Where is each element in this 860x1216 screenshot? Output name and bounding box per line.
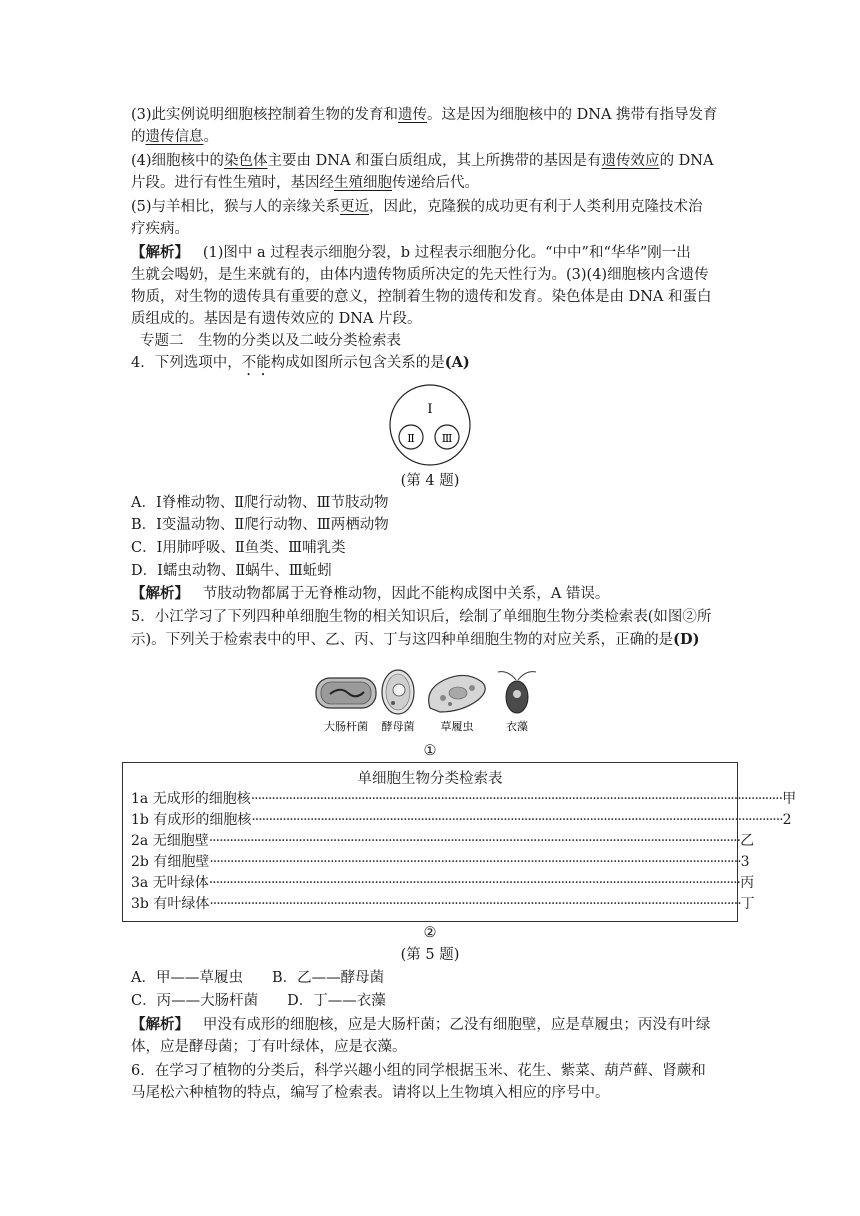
chlamydomonas-illustration — [498, 672, 536, 713]
organism-label: 草履虫 — [440, 720, 474, 733]
q4-option-d: D．Ⅰ蠕虫动物、Ⅱ蜗牛、Ⅲ蚯蚓 — [131, 563, 332, 579]
q3-analysis-line1: 【解析】 (1)图中 a 过程表示细胞分裂，b 过程表示细胞分化。“中中”和“华华”刚一出 — [131, 244, 691, 261]
q3-part3-line1: (3)此实例说明细胞核控制着生物的发育和遗传。这是因为细胞核中的 DNA 携带有指导发育 — [131, 107, 718, 123]
q6-stem-line2: 马尾松六种植物的特点，编写了检索表。请将以上生物填入相应的序号中。 — [131, 1085, 610, 1101]
analysis-label: 【解析】 — [131, 1016, 189, 1033]
analysis-label: 【解析】 — [131, 585, 189, 602]
q5-stem-line1: 5．小江学习了下列四种单细胞生物的相关知识后，绘制了单细胞生物分类检索表(如图②所 — [131, 609, 712, 625]
answer-text: (D) — [673, 631, 700, 648]
answer-blank: 遗传效应 — [601, 153, 660, 169]
dichotomous-key-table — [122, 762, 797, 922]
yeast-illustration — [382, 670, 414, 714]
table-row: 1a 无成形的细胞核 ·························································································································································· 甲 — [131, 791, 797, 807]
q3-part4-line2: 片段。进行有性生殖时，基因经生殖细胞传递给后代。 — [131, 175, 479, 191]
organisms-figure — [312, 668, 542, 736]
organism-label: 酵母菌 — [381, 720, 415, 733]
table-row: 1b 有成形的细胞核 ·························································································································································· 2 — [131, 812, 792, 828]
q3-part4-line1: (4)细胞核中的染色体主要由 DNA 和蛋白质组成，其上所携带的基因是有遗传效应的 DNA — [131, 153, 714, 169]
analysis-label: 【解析】 — [131, 244, 189, 261]
topic-heading: 专题二 生物的分类以及二岐分类检索表 — [140, 333, 401, 349]
q3-part5-line2: 疗疾病。 — [131, 221, 189, 237]
q4-option-c: C．Ⅰ用肺呼吸、Ⅱ鱼类、Ⅲ哺乳类 — [131, 540, 346, 556]
q5-caption: (第 5 题) — [400, 947, 460, 963]
table-title: 单细胞生物分类检索表 — [357, 771, 503, 787]
q5-options-cd: C．丙——大肠杆菌 D．丁——衣藻 — [131, 993, 386, 1009]
outer-circle-I — [390, 385, 470, 465]
answer-blank: 染色体 — [224, 153, 268, 169]
q4-stem: 4．下列选项中，不能构成如图所示包含关系的是(A) — [131, 354, 470, 371]
q3-part5-line1: (5)与羊相比，猴与人的亲缘关系更近，因此，克隆猴的成功更有利于人类利用克隆技术治 — [131, 199, 703, 215]
label-II: Ⅱ — [407, 432, 415, 445]
figure-2-mark: ② — [423, 925, 437, 941]
q3-analysis-line2: 生就会喝奶，是生来就有的，由体内遗传物质所决定的先天性行为。(3)(4)细胞核内含遗传 — [131, 267, 709, 283]
q4-caption: (第 4 题) — [400, 473, 460, 489]
table-row: 3a 无叶绿体 ·························································································································································· 丙 — [131, 875, 755, 891]
q5-stem-line2: 示)。下列关于检索表中的甲、乙、丙、丁与这四种单细胞生物的对应关系，正确的是(D) — [131, 631, 700, 648]
table-row: 3b 有叶绿体 ·························································································································································· 丁 — [131, 896, 755, 912]
organism-label: 衣藻 — [506, 720, 528, 733]
q6-stem-line1: 6．在学习了植物的分类后，科学兴趣小组的同学根据玉米、花生、紫菜、葫芦藓、肾蕨和 — [131, 1063, 706, 1079]
answer-text: (A) — [444, 354, 470, 371]
paramecium-illustration — [429, 675, 486, 712]
q5-options-ab: A．甲——草履虫 B．乙——酵母菌 — [131, 970, 385, 986]
q3-analysis-line4: 质组成的。基因是有遗传效应的 DNA 片段。 — [131, 311, 422, 327]
q5-analysis-line1: 【解析】 甲没有成形的细胞核，应是大肠杆菌；乙没有细胞壁，应是草履虫；丙没有叶绿 — [131, 1016, 711, 1033]
organism-label: 大肠杆菌 — [324, 720, 368, 733]
table-row: 2a 无细胞壁 ·························································································································································· 乙 — [131, 833, 755, 849]
emphasis-text: 不能 — [241, 355, 271, 371]
figure-1-mark: ① — [423, 743, 437, 759]
ecoli-illustration — [316, 678, 376, 708]
q4-option-b: B．Ⅰ变温动物、Ⅱ爬行动物、Ⅲ两栖动物 — [131, 517, 389, 533]
label-III: Ⅲ — [441, 432, 453, 445]
q5-analysis-line2: 体，应是酵母菌；丁有叶绿体，应是衣藻。 — [131, 1039, 407, 1055]
label-I: Ⅰ — [427, 402, 433, 417]
q4-option-a: A．Ⅰ脊椎动物、Ⅱ爬行动物、Ⅲ节肢动物 — [131, 495, 389, 511]
venn-diagram — [380, 382, 480, 468]
table-row: 2b 有细胞壁 ·························································································································································· 3 — [131, 854, 750, 870]
answer-blank: 遗传信息 — [145, 129, 204, 145]
answer-blank: 生殖细胞 — [334, 175, 392, 191]
q4-analysis: 【解析】 节肢动物都属于无脊椎动物，因此不能构成图中关系，A 错误。 — [131, 585, 610, 602]
q3-analysis-line3: 物质，对生物的遗传具有重要的意义，控制着生物的遗传和发育。染色体是由 DNA 和蛋白 — [131, 289, 712, 305]
answer-blank: 遗传 — [398, 107, 428, 123]
answer-blank: 更近 — [340, 199, 370, 215]
q3-part3-line2: 的遗传信息。 — [131, 129, 218, 145]
